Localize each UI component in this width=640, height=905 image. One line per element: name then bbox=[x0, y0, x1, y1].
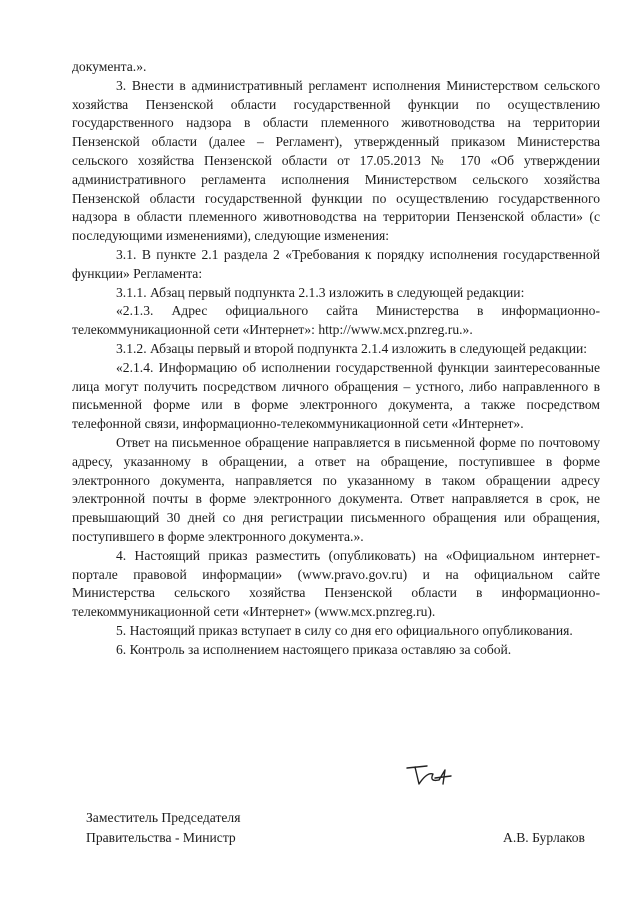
document-body bbox=[72, 58, 600, 660]
signatory-name: А.В. Бурлаков bbox=[503, 830, 585, 845]
paragraph-4: 4. Настоящий приказ разместить (опубликовать) на «Официальном интернет-портале правовой информации» (www.pravo.gov.ru) и на официальном сайте Министерства сельского хозяйства Пензенской области в информационно-телекоммуникационной сети «Интернет» (www.мсх.pnzreg.ru). bbox=[72, 547, 600, 620]
paragraph-response-rules: Ответ на письменное обращение направляется в письменной форме по почтовому адресу, указанному в обращении, а ответ на обращение, поступившее в форме электронного документа, направляется по указанному в таком обращении адресу электронной почты в форме электронного документа. Ответ направляется в срок, не превышающий 30 дней со дня регистрации письменного обращения или обращения, поступившего в форме электронного документа.». bbox=[72, 434, 600, 544]
paragraph-5: 5. Настоящий приказ вступает в силу со дня его официального опубликования. bbox=[116, 622, 573, 638]
paragraph-2-1-3-quote: «2.1.3. Адрес официального сайта Министерства в информационно-телекоммуникационной сети «Интернет»: http://www.мсх.pnzreg.ru.». bbox=[72, 303, 600, 338]
paragraph-2-1-4-quote: «2.1.4. Информацию об исполнении государственной функции заинтересованные лица могут получить посредством личного обращения – устного, либо направленного в письменной форме или в форме электронного документа, а также посредством телефонной связи, информационно-телекоммуникационной сети «Интернет». bbox=[72, 359, 600, 432]
paragraph-3-1-2: 3.1.2. Абзацы первый и второй подпункта 2.1.4 изложить в следующей редакции: bbox=[116, 340, 588, 356]
handwritten-signature-icon bbox=[405, 762, 453, 788]
signatory-position bbox=[86, 808, 240, 848]
paragraph-3-1: 3.1. В пункте 2.1 раздела 2 «Требования к порядку исполнения государственной функции» Регламента: bbox=[72, 246, 600, 281]
paragraph-3: 3. Внести в административный регламент исполнения Министерством сельского хозяйства Пензенской области государственной функции по осуществлению государственного надзора в области племенного животноводства на территории Пензенской области (далее – Регламент), утвержденный приказом Министерства сельского хозяйства Пензенской области от 17.05.2013 № 170 «Об утверждении административного регламента исполнения Министерством сельского хозяйства Пензенской области государственной функции по осуществлению государственного надзора в области племенного животноводства на территории Пензенской области» (с последующими изменениями), следующие изменения: bbox=[72, 77, 600, 244]
paragraph-continuation: документа.». bbox=[72, 59, 147, 74]
paragraph-6: 6. Контроль за исполнением настоящего приказа оставляю за собой. bbox=[116, 641, 512, 657]
signatory-position-line1: Заместитель Председателя bbox=[86, 810, 241, 825]
paragraph-3-1-1: 3.1.1. Абзац первый подпункта 2.1.3 изложить в следующей редакции: bbox=[116, 284, 525, 300]
signatory-position-line2: Правительства - Министр bbox=[86, 830, 236, 845]
